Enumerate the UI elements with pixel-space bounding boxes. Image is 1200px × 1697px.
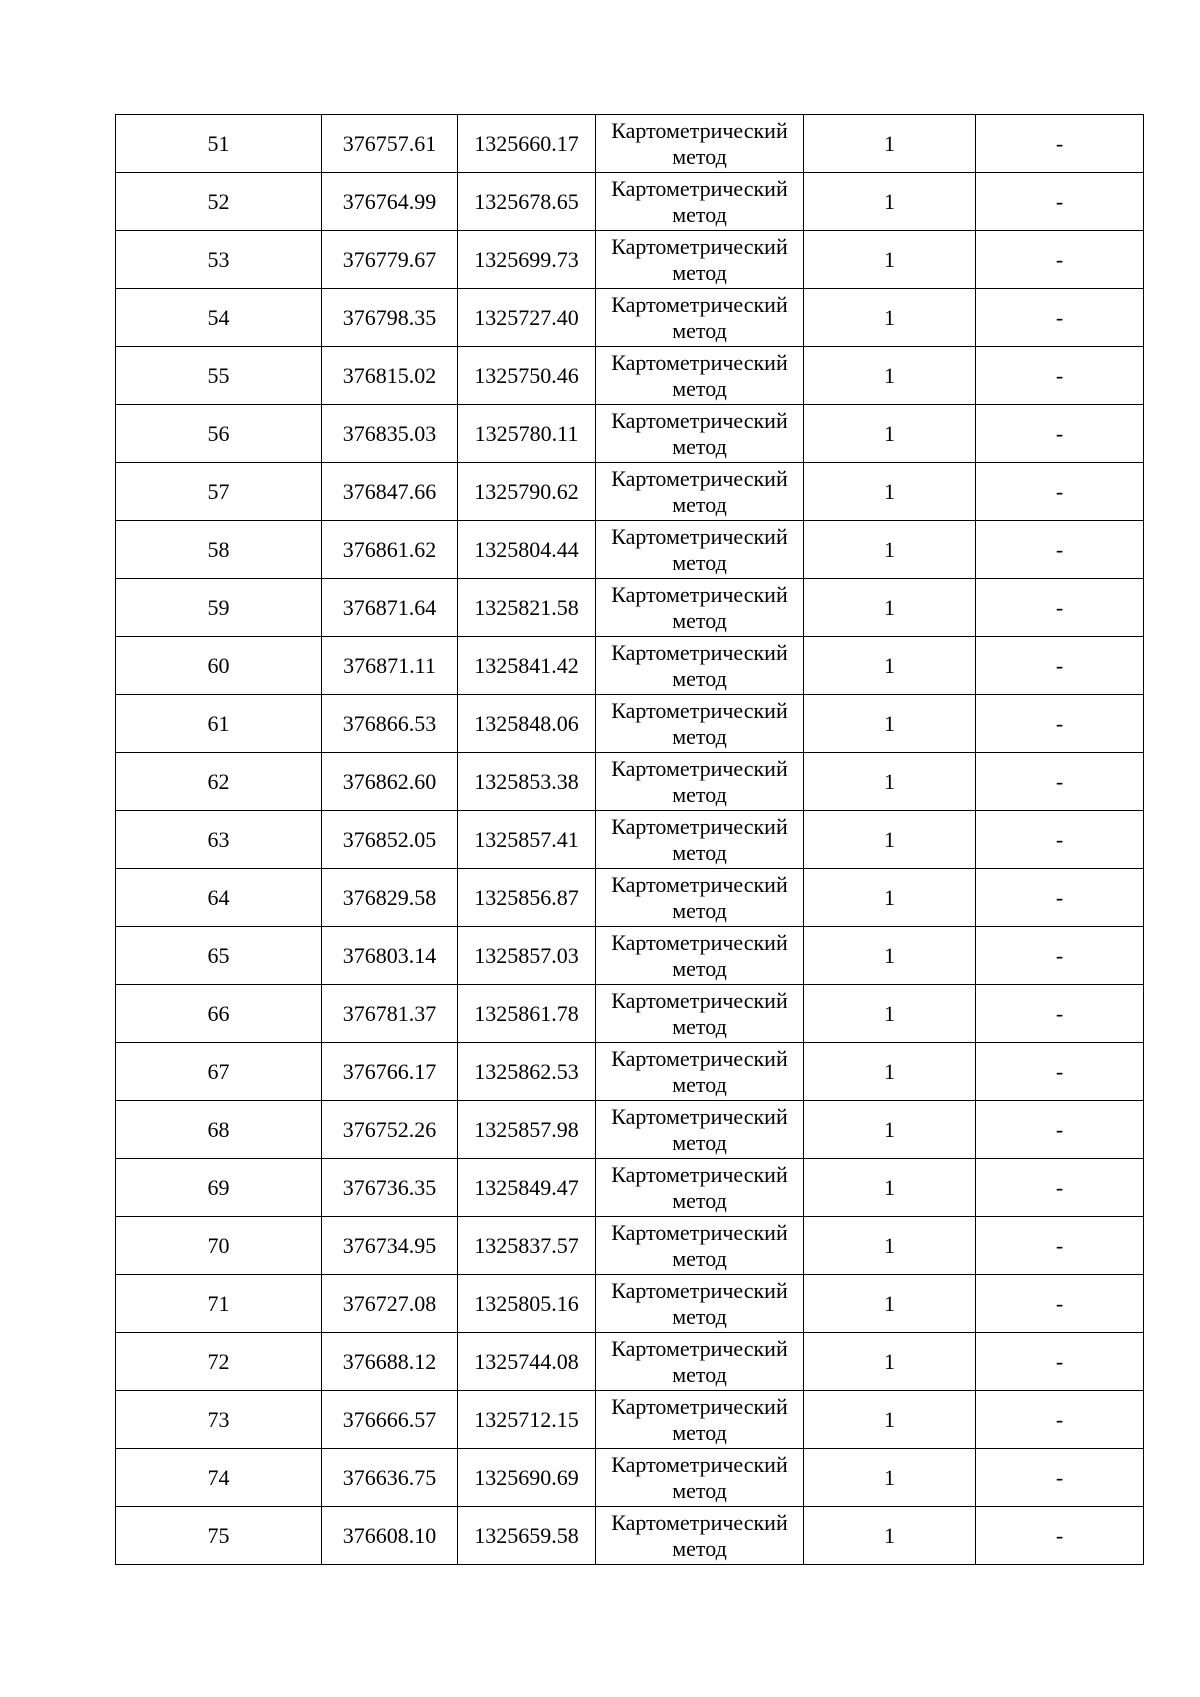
point-number-cell: 61: [116, 695, 322, 753]
method-cell: [596, 1275, 804, 1333]
accuracy-cell: 1: [804, 1333, 976, 1391]
table-row: [116, 1101, 1144, 1159]
method-cell: [596, 231, 804, 289]
table-row: [116, 985, 1144, 1043]
method-line-2: метод: [672, 201, 727, 227]
method-cell: [596, 811, 804, 869]
y-coordinate-cell: 1325805.16: [458, 1275, 596, 1333]
x-coordinate-cell: 376736.35: [322, 1159, 458, 1217]
note-cell: -: [976, 405, 1144, 463]
method-cell: [596, 1507, 804, 1565]
point-number-cell: 70: [116, 1217, 322, 1275]
method-line-2: метод: [672, 723, 727, 749]
method-line-1: Картометрический: [611, 929, 788, 955]
x-coordinate-cell: 376666.57: [322, 1391, 458, 1449]
method-line-2: метод: [672, 955, 727, 981]
method-line-2: метод: [672, 1013, 727, 1039]
method-line-2: метод: [672, 1245, 727, 1271]
x-coordinate-cell: 376764.99: [322, 173, 458, 231]
method-cell: [596, 869, 804, 927]
method-line-1: Картометрический: [611, 697, 788, 723]
note-cell: -: [976, 1101, 1144, 1159]
y-coordinate-cell: 1325780.11: [458, 405, 596, 463]
accuracy-cell: 1: [804, 869, 976, 927]
method-line-1: Картометрический: [611, 639, 788, 665]
method-cell: [596, 1043, 804, 1101]
note-cell: -: [976, 1217, 1144, 1275]
method-line-1: Картометрический: [611, 1277, 788, 1303]
y-coordinate-cell: 1325678.65: [458, 173, 596, 231]
point-number-cell: 55: [116, 347, 322, 405]
table-row: [116, 1043, 1144, 1101]
table-row: [116, 173, 1144, 231]
table-row: [116, 1507, 1144, 1565]
accuracy-cell: 1: [804, 521, 976, 579]
y-coordinate-cell: 1325690.69: [458, 1449, 596, 1507]
x-coordinate-cell: 376803.14: [322, 927, 458, 985]
accuracy-cell: 1: [804, 811, 976, 869]
method-line-2: метод: [672, 549, 727, 575]
method-cell: [596, 1101, 804, 1159]
y-coordinate-cell: 1325841.42: [458, 637, 596, 695]
note-cell: -: [976, 463, 1144, 521]
method-line-2: метод: [672, 1535, 727, 1561]
method-cell: [596, 173, 804, 231]
note-cell: -: [976, 579, 1144, 637]
method-line-2: метод: [672, 375, 727, 401]
method-line-2: метод: [672, 897, 727, 923]
method-line-2: метод: [672, 491, 727, 517]
x-coordinate-cell: 376734.95: [322, 1217, 458, 1275]
method-line-2: метод: [672, 259, 727, 285]
method-line-1: Картометрический: [611, 813, 788, 839]
y-coordinate-cell: 1325659.58: [458, 1507, 596, 1565]
y-coordinate-cell: 1325790.62: [458, 463, 596, 521]
y-coordinate-cell: 1325849.47: [458, 1159, 596, 1217]
table-row: [116, 289, 1144, 347]
table-row: [116, 1217, 1144, 1275]
method-cell: [596, 1391, 804, 1449]
point-number-cell: 60: [116, 637, 322, 695]
note-cell: -: [976, 521, 1144, 579]
table-row: [116, 753, 1144, 811]
x-coordinate-cell: 376688.12: [322, 1333, 458, 1391]
accuracy-cell: 1: [804, 927, 976, 985]
table-row: [116, 579, 1144, 637]
y-coordinate-cell: 1325750.46: [458, 347, 596, 405]
accuracy-cell: 1: [804, 231, 976, 289]
accuracy-cell: 1: [804, 1101, 976, 1159]
accuracy-cell: 1: [804, 347, 976, 405]
x-coordinate-cell: 376798.35: [322, 289, 458, 347]
point-number-cell: 67: [116, 1043, 322, 1101]
point-number-cell: 56: [116, 405, 322, 463]
method-cell: [596, 985, 804, 1043]
table-row: [116, 521, 1144, 579]
x-coordinate-cell: 376862.60: [322, 753, 458, 811]
method-cell: [596, 289, 804, 347]
table-row: [116, 1333, 1144, 1391]
table-row: [116, 1275, 1144, 1333]
y-coordinate-cell: 1325712.15: [458, 1391, 596, 1449]
method-line-2: метод: [672, 1187, 727, 1213]
note-cell: -: [976, 231, 1144, 289]
point-number-cell: 63: [116, 811, 322, 869]
method-line-1: Картометрический: [611, 1393, 788, 1419]
y-coordinate-cell: 1325861.78: [458, 985, 596, 1043]
method-cell: [596, 347, 804, 405]
point-number-cell: 66: [116, 985, 322, 1043]
point-number-cell: 51: [116, 115, 322, 173]
x-coordinate-cell: 376766.17: [322, 1043, 458, 1101]
method-cell: [596, 1217, 804, 1275]
accuracy-cell: 1: [804, 579, 976, 637]
method-line-2: метод: [672, 143, 727, 169]
accuracy-cell: 1: [804, 173, 976, 231]
y-coordinate-cell: 1325862.53: [458, 1043, 596, 1101]
table-row: [116, 1391, 1144, 1449]
x-coordinate-cell: 376757.61: [322, 115, 458, 173]
point-number-cell: 75: [116, 1507, 322, 1565]
method-line-1: Картометрический: [611, 987, 788, 1013]
accuracy-cell: 1: [804, 695, 976, 753]
method-cell: [596, 695, 804, 753]
method-line-1: Картометрический: [611, 1103, 788, 1129]
x-coordinate-cell: 376779.67: [322, 231, 458, 289]
y-coordinate-cell: 1325857.03: [458, 927, 596, 985]
note-cell: -: [976, 1449, 1144, 1507]
point-number-cell: 73: [116, 1391, 322, 1449]
method-line-1: Картометрический: [611, 291, 788, 317]
x-coordinate-cell: 376866.53: [322, 695, 458, 753]
note-cell: -: [976, 637, 1144, 695]
method-line-1: Картометрический: [611, 233, 788, 259]
accuracy-cell: 1: [804, 405, 976, 463]
method-line-1: Картометрический: [611, 581, 788, 607]
note-cell: -: [976, 985, 1144, 1043]
method-line-1: Картометрический: [611, 407, 788, 433]
accuracy-cell: 1: [804, 1217, 976, 1275]
y-coordinate-cell: 1325857.98: [458, 1101, 596, 1159]
note-cell: -: [976, 173, 1144, 231]
y-coordinate-cell: 1325857.41: [458, 811, 596, 869]
method-line-2: метод: [672, 1303, 727, 1329]
note-cell: -: [976, 115, 1144, 173]
point-number-cell: 59: [116, 579, 322, 637]
table-row: [116, 347, 1144, 405]
y-coordinate-cell: 1325856.87: [458, 869, 596, 927]
note-cell: -: [976, 289, 1144, 347]
method-line-2: метод: [672, 781, 727, 807]
table-row: [116, 231, 1144, 289]
point-number-cell: 65: [116, 927, 322, 985]
accuracy-cell: 1: [804, 637, 976, 695]
method-line-2: метод: [672, 1477, 727, 1503]
point-number-cell: 74: [116, 1449, 322, 1507]
x-coordinate-cell: 376871.11: [322, 637, 458, 695]
method-cell: [596, 927, 804, 985]
method-line-1: Картометрический: [611, 755, 788, 781]
y-coordinate-cell: 1325699.73: [458, 231, 596, 289]
y-coordinate-cell: 1325727.40: [458, 289, 596, 347]
method-line-1: Картометрический: [611, 349, 788, 375]
method-line-1: Картометрический: [611, 1509, 788, 1535]
x-coordinate-cell: 376861.62: [322, 521, 458, 579]
y-coordinate-cell: 1325848.06: [458, 695, 596, 753]
table-row: [116, 811, 1144, 869]
x-coordinate-cell: 376608.10: [322, 1507, 458, 1565]
note-cell: -: [976, 1507, 1144, 1565]
point-number-cell: 62: [116, 753, 322, 811]
x-coordinate-cell: 376835.03: [322, 405, 458, 463]
method-line-1: Картометрический: [611, 465, 788, 491]
method-line-1: Картометрический: [611, 523, 788, 549]
x-coordinate-cell: 376852.05: [322, 811, 458, 869]
coordinates-table-body: [116, 115, 1144, 1565]
method-line-1: Картометрический: [611, 175, 788, 201]
x-coordinate-cell: 376847.66: [322, 463, 458, 521]
note-cell: -: [976, 1391, 1144, 1449]
table-row: [116, 1449, 1144, 1507]
table-row: [116, 695, 1144, 753]
y-coordinate-cell: 1325804.44: [458, 521, 596, 579]
method-cell: [596, 521, 804, 579]
y-coordinate-cell: 1325821.58: [458, 579, 596, 637]
x-coordinate-cell: 376871.64: [322, 579, 458, 637]
accuracy-cell: 1: [804, 753, 976, 811]
method-line-1: Картометрический: [611, 1045, 788, 1071]
method-line-2: метод: [672, 665, 727, 691]
note-cell: -: [976, 811, 1144, 869]
method-line-1: Картометрический: [611, 1161, 788, 1187]
method-line-1: Картометрический: [611, 871, 788, 897]
method-cell: [596, 1449, 804, 1507]
note-cell: -: [976, 869, 1144, 927]
method-cell: [596, 637, 804, 695]
y-coordinate-cell: 1325853.38: [458, 753, 596, 811]
accuracy-cell: 1: [804, 1275, 976, 1333]
coordinates-table: [115, 114, 1144, 1565]
method-line-2: метод: [672, 1419, 727, 1445]
method-cell: [596, 579, 804, 637]
method-line-1: Картометрический: [611, 1335, 788, 1361]
method-line-2: метод: [672, 317, 727, 343]
table-row: [116, 637, 1144, 695]
point-number-cell: 69: [116, 1159, 322, 1217]
point-number-cell: 64: [116, 869, 322, 927]
y-coordinate-cell: 1325660.17: [458, 115, 596, 173]
accuracy-cell: 1: [804, 289, 976, 347]
note-cell: -: [976, 1333, 1144, 1391]
method-line-2: метод: [672, 1071, 727, 1097]
accuracy-cell: 1: [804, 1507, 976, 1565]
note-cell: -: [976, 1275, 1144, 1333]
method-line-1: Картометрический: [611, 117, 788, 143]
accuracy-cell: 1: [804, 463, 976, 521]
x-coordinate-cell: 376636.75: [322, 1449, 458, 1507]
x-coordinate-cell: 376727.08: [322, 1275, 458, 1333]
y-coordinate-cell: 1325837.57: [458, 1217, 596, 1275]
point-number-cell: 58: [116, 521, 322, 579]
accuracy-cell: 1: [804, 1449, 976, 1507]
point-number-cell: 57: [116, 463, 322, 521]
note-cell: -: [976, 347, 1144, 405]
note-cell: -: [976, 927, 1144, 985]
point-number-cell: 54: [116, 289, 322, 347]
table-row: [116, 869, 1144, 927]
table-row: [116, 927, 1144, 985]
point-number-cell: 72: [116, 1333, 322, 1391]
accuracy-cell: 1: [804, 1043, 976, 1101]
x-coordinate-cell: 376781.37: [322, 985, 458, 1043]
table-row: [116, 1159, 1144, 1217]
y-coordinate-cell: 1325744.08: [458, 1333, 596, 1391]
x-coordinate-cell: 376752.26: [322, 1101, 458, 1159]
method-cell: [596, 405, 804, 463]
method-cell: [596, 1333, 804, 1391]
method-line-2: метод: [672, 607, 727, 633]
method-line-1: Картометрический: [611, 1451, 788, 1477]
method-cell: [596, 1159, 804, 1217]
note-cell: -: [976, 1159, 1144, 1217]
table-row: [116, 115, 1144, 173]
method-line-2: метод: [672, 433, 727, 459]
accuracy-cell: 1: [804, 1391, 976, 1449]
method-line-1: Картометрический: [611, 1219, 788, 1245]
accuracy-cell: 1: [804, 1159, 976, 1217]
accuracy-cell: 1: [804, 115, 976, 173]
note-cell: -: [976, 695, 1144, 753]
point-number-cell: 52: [116, 173, 322, 231]
table-row: [116, 463, 1144, 521]
method-line-2: метод: [672, 839, 727, 865]
x-coordinate-cell: 376815.02: [322, 347, 458, 405]
note-cell: -: [976, 1043, 1144, 1101]
x-coordinate-cell: 376829.58: [322, 869, 458, 927]
point-number-cell: 68: [116, 1101, 322, 1159]
point-number-cell: 53: [116, 231, 322, 289]
table-row: [116, 405, 1144, 463]
method-line-2: метод: [672, 1361, 727, 1387]
method-line-2: метод: [672, 1129, 727, 1155]
accuracy-cell: 1: [804, 985, 976, 1043]
method-cell: [596, 753, 804, 811]
method-cell: [596, 115, 804, 173]
point-number-cell: 71: [116, 1275, 322, 1333]
method-cell: [596, 463, 804, 521]
note-cell: -: [976, 753, 1144, 811]
